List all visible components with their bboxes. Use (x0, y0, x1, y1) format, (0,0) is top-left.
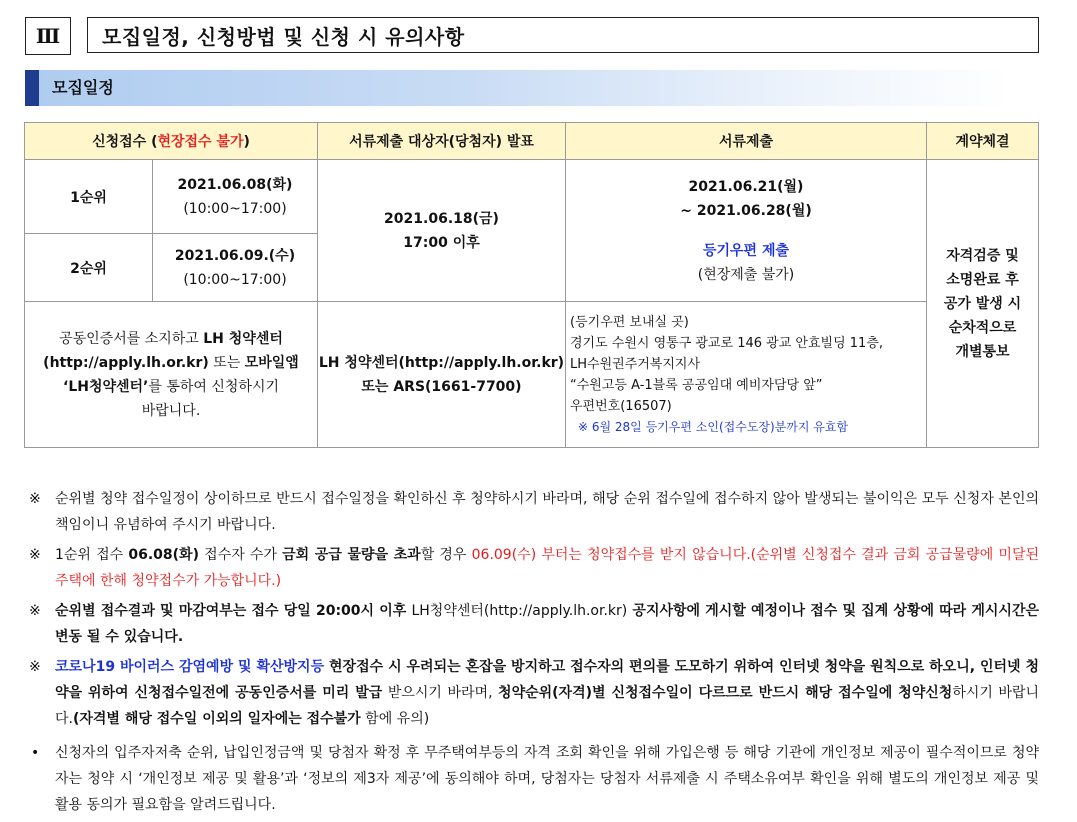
section-number: Ⅲ (25, 17, 71, 55)
note-mark: ※ (29, 603, 41, 619)
note-item: ※ 순위별 청약 접수일정이 상이하므로 반드시 접수일정을 확인하신 후 청약하시기 바라며, 해당 순위 접수일에 접수하지 않아 발생되는 불이익은 모두 신청자 본인의 책임이니 유념하여 주시기 바랍니다. (29, 486, 1039, 538)
rank2-schedule: 2021.06.09.(수) (10:00~17:00) (153, 234, 318, 302)
schedule-table (24, 122, 1039, 448)
note-mark: ※ (29, 547, 41, 563)
rank1-schedule: 2021.06.08(화) (10:00~17:00) (153, 160, 318, 234)
header-submit: 서류제출 (566, 123, 927, 160)
rank2-label: 2순위 (25, 234, 153, 302)
apply-method-cell: 공동인증서를 소지하고 LH 청약센터 (http://apply.lh.or.kr) 또는 모바일앱 ‘LH청약센터’를 통하여 신청하시기 바랍니다. (25, 302, 318, 448)
submit-date-cell: 2021.06.21(월) ~ 2021.06.28(월) 등기우편 제출 (현장제출 불가) (566, 160, 927, 302)
header-apply: 신청접수 (현장접수 불가) (25, 123, 318, 160)
table-row-method (25, 302, 1039, 448)
contract-cell: 자격검증 및 소명완료 후 공가 발생 시 순차적으로 개별통보 (927, 160, 1039, 448)
rank1-label: 1순위 (25, 160, 153, 234)
subsection-marker (25, 70, 39, 106)
mailing-address-cell: (등기우편 보내실 곳) 경기도 수원시 영통구 광교로 146 광교 안효빌딩 11층, LH수원권주거복지지사 “수원고등 A-1블록 공공임대 예비자담당 앞” 우편번호(16507) ※ 6월 28일 등기우편 소인(접수도장)분까지 유효함 (566, 302, 927, 448)
section-title: 모집일정, 신청방법 및 신청 시 유의사항 (87, 17, 1039, 53)
subsection-bar (25, 70, 1010, 106)
postmark-note: ※ 6월 28일 등기우편 소인(접수도장)분까지 유효함 (578, 419, 849, 434)
announce-date-cell: 2021.06.18(금) 17:00 이후 (318, 160, 566, 302)
note-item: • 신청자의 입주자저축 순위, 납입인정금액 및 당첨자 확정 후 무주택여부등의 자격 조회 확인을 위해 가입은행 등 해당 기관에 개인정보 제공이 필수적이므로 청약자는 청약 시 ‘개인정보 제공 및 활용’과 ‘정보의 제3자 제공’에 동의해야 하며, 당첨자는 당첨자 서류제출 시 주택소유여부 확인을 위해 별도의 개인정보 제공 및 활용 동의가 필요함을 알려드립니다. (29, 740, 1039, 818)
note-mark: ※ (29, 491, 41, 507)
table-header-row (25, 123, 1039, 160)
note-item: ※ 1순위 접수 06.08(화) 접수자 수가 금회 공급 물량을 초과할 경우 06.09(수) 부터는 청약접수를 받지 않습니다.(순위별 신청접수 결과 금회 공급물량에 미달된 주택에 한해 청약접수가 가능합니다.) (29, 542, 1039, 594)
notes-section (29, 486, 1039, 822)
note-mark: ※ (29, 659, 41, 675)
header-contract: 계약체결 (927, 123, 1039, 160)
announce-method-cell: LH 청약센터(http://apply.lh.or.kr) 또는 ARS(1661-7700) (318, 302, 566, 448)
note-item: ※ 순위별 접수결과 및 마감여부는 접수 당일 20:00시 이후 LH청약센터(http://apply.lh.or.kr) 공지사항에 게시할 예정이나 접수 및 집계 상황에 따라 게시시간은 변동 될 수 있습니다. (29, 598, 1039, 650)
table-row-rank1 (25, 160, 1039, 234)
subsection-title: 모집일정 (52, 78, 114, 97)
note-bullet: • (31, 745, 40, 761)
note-item: ※ 코로나19 바이러스 감염예방 및 확산방지등 현장접수 시 우려되는 혼잡을 방지하고 접수자의 편의를 도모하기 위하여 인터넷 청약을 원칙으로 하오니, 인터넷 청약을 위하여 신청접수일전에 공동인증서를 미리 발급 받으시기 바라며, 청약순위(자격)별 신청접수일이 다르므로 반드시 해당 접수일에 청약신청하시기 바랍니다.(자격별 해당 접수일 이외의 일자에는 접수불가 함에 유의) (29, 654, 1039, 732)
header-announce: 서류제출 대상자(당첨자) 발표 (318, 123, 566, 160)
